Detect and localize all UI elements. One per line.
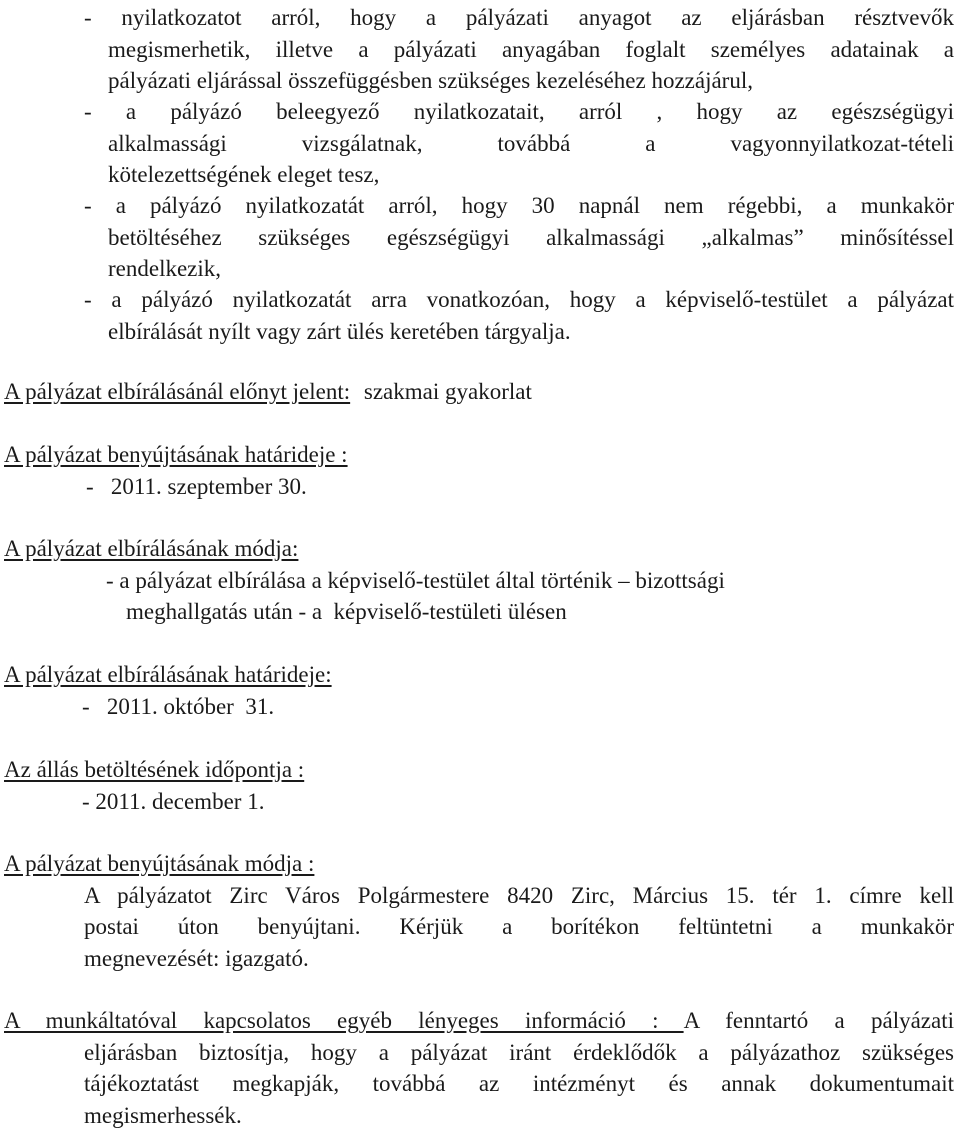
section-text: A pályázatot Zirc Város Polgármestere 8420 Zirc, Március 15. tér 1. címre kell xyxy=(84,882,954,908)
section-heading: A pályázat benyújtásának módja : xyxy=(4,851,315,876)
section-heading: A pályázat benyújtásának határideje : xyxy=(4,442,348,467)
section-text: megismerhessék. xyxy=(84,1102,242,1128)
section-text: tájékoztatást megkapják, továbbá az intézményt és annak dokumentumait xyxy=(84,1071,954,1096)
bullet-line: - nyilatkozatot arról, hogy a pályázati anyagot az eljárásban résztvevők xyxy=(84,5,954,30)
section-value: - 2011. december 1. xyxy=(82,788,265,814)
section-heading: A pályázat elbírálásának módja: xyxy=(4,536,299,561)
section-heading: Az állás betöltésének időpontja : xyxy=(4,757,305,782)
section-value: szakmai gyakorlat xyxy=(363,379,532,404)
section-start-date xyxy=(4,754,304,817)
section-text: megnevezését: igazgató. xyxy=(84,945,309,971)
bullet-line: - a pályázó nyilatkozatát arról, hogy 30 napnál nem régebbi, a munkakör xyxy=(84,193,954,218)
bullet-line: kötelezettségének eleget tesz, xyxy=(108,162,380,187)
bullet-fitness-certificate xyxy=(84,190,954,285)
section-submission-method xyxy=(4,848,954,974)
section-heading: A pályázat elbírálásának határideje: xyxy=(4,662,332,687)
bullet-line: megismerhetik, illetve a pályázati anyagában foglalt személyes adatainak a xyxy=(108,36,954,62)
section-submission-deadline xyxy=(4,439,348,502)
section-text: meghallgatás után - a képviselő-testületi ülésen xyxy=(126,599,567,624)
section-value: - 2011. október 31. xyxy=(82,693,275,719)
section-text: eljárásban biztosítja, hogy a pályázat iránt érdeklődők a pályázathoz szükséges xyxy=(84,1039,954,1065)
bullet-line: - a pályázó beleegyező nyilatkozatait, arról , hogy az egészségügyi xyxy=(84,99,954,124)
section-body xyxy=(84,880,954,975)
bullet-health-declaration xyxy=(84,96,954,191)
bullet-line: rendelkezik, xyxy=(108,256,222,281)
section-first-line xyxy=(4,1005,954,1037)
section-evaluation-method xyxy=(4,533,725,628)
section-heading: A pályázat elbírálásánál előnyt jelent: xyxy=(4,379,351,404)
section-text: - a pályázat elbírálása a képviselő-testület által történik – bizottsági xyxy=(106,567,725,593)
section-body xyxy=(84,1037,954,1132)
section-heading: A munkáltatóval kapcsolatos egyéb lényeges információ : xyxy=(4,1008,684,1033)
section-evaluation-deadline xyxy=(4,659,332,722)
bullet-line: betöltéséhez szükséges egészségügyi alkalmassági „alkalmas” minősítéssel xyxy=(108,224,954,250)
section-employer-info xyxy=(4,1005,954,1131)
bullet-session-declaration xyxy=(84,284,954,347)
bullet-line: pályázati eljárással összefüggésben szükséges kezeléséhez hozzájárul, xyxy=(108,68,753,93)
bullet-line: alkalmassági vizsgálatnak, továbbá a vagyonnyilatkozat-tételi xyxy=(108,130,954,156)
section-text: A fenntartó a pályázati xyxy=(683,1008,954,1033)
section-advantage xyxy=(4,376,532,408)
section-value: - 2011. szeptember 30. xyxy=(86,473,307,499)
bullet-line: - a pályázó nyilatkozatát arra vonatkozóan, hogy a képviselő-testület a pályázat xyxy=(84,287,954,312)
bullet-consent-data xyxy=(84,2,954,97)
bullet-line: elbírálását nyílt vagy zárt ülés keretében tárgyalja. xyxy=(108,318,571,344)
section-text: postai úton benyújtani. Kérjük a borítékon feltüntetni a munkakör xyxy=(84,914,954,939)
